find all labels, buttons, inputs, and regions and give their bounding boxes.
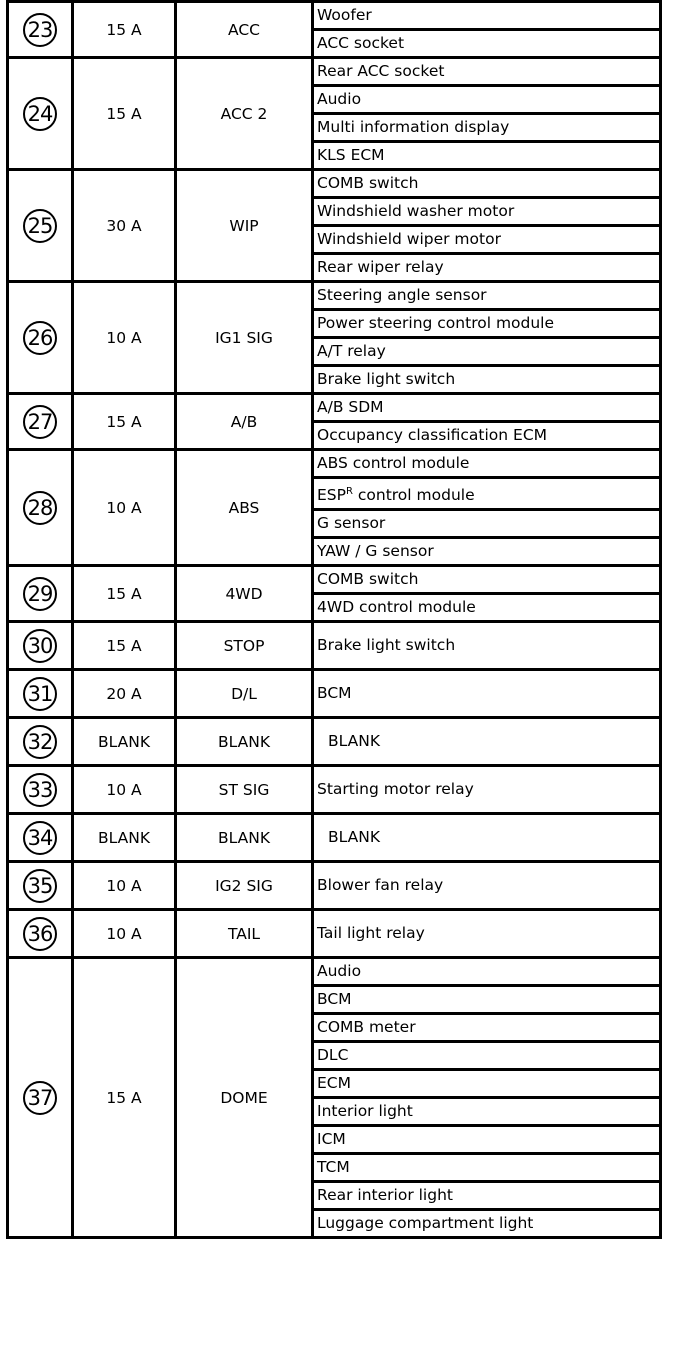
fuse-circuit-name: STOP (176, 622, 313, 670)
protected-component: Windshield wiper motor (313, 226, 661, 254)
fuse-number: 32 (23, 725, 57, 759)
fuse-amperage: 15 A (73, 958, 176, 1238)
protected-component: Starting motor relay (313, 766, 661, 814)
fuse-number: 26 (23, 321, 57, 355)
component-text: ESP (317, 486, 346, 505)
fuse-number: 33 (23, 773, 57, 807)
fuse-circuit-name: A/B (176, 394, 313, 450)
fuse-row (8, 622, 661, 670)
fuse-circuit-name: D/L (176, 670, 313, 718)
fuse-row (8, 766, 661, 814)
fuse-number: 24 (23, 97, 57, 131)
protected-component: COMB meter (313, 1014, 661, 1042)
protected-component: Audio (313, 86, 661, 114)
protected-component: COMB switch (313, 566, 661, 594)
fuse-circuit-name: BLANK (176, 718, 313, 766)
protected-component: Steering angle sensor (313, 282, 661, 310)
fuse-amperage: 30 A (73, 170, 176, 282)
fuse-number-cell (8, 766, 73, 814)
protected-component: DLC (313, 1042, 661, 1070)
fuse-number-cell (8, 958, 73, 1238)
fuse-number: 23 (23, 13, 57, 47)
fuse-amperage: 15 A (73, 394, 176, 450)
fuse-row (8, 566, 661, 594)
fuse-number-cell (8, 282, 73, 394)
fuse-amperage: 10 A (73, 450, 176, 566)
fuse-circuit-name: TAIL (176, 910, 313, 958)
fuse-number: 28 (23, 491, 57, 525)
fuse-amperage: 10 A (73, 862, 176, 910)
protected-component: Woofer (313, 2, 661, 30)
fuse-number: 35 (23, 869, 57, 903)
fuse-circuit-name: WIP (176, 170, 313, 282)
fuse-amperage: 15 A (73, 566, 176, 622)
protected-component: YAW / G sensor (313, 538, 661, 566)
protected-component: TCM (313, 1154, 661, 1182)
fuse-amperage: 15 A (73, 2, 176, 58)
protected-component: Audio (313, 958, 661, 986)
protected-component: KLS ECM (313, 142, 661, 170)
fuse-circuit-name: ST SIG (176, 766, 313, 814)
fuse-row (8, 958, 661, 986)
protected-component: COMB switch (313, 170, 661, 198)
fuse-row (8, 910, 661, 958)
fuse-amperage: 15 A (73, 622, 176, 670)
fuse-number: 25 (23, 209, 57, 243)
protected-component: G sensor (313, 510, 661, 538)
registered-superscript: R (345, 486, 353, 497)
fuse-number-cell (8, 670, 73, 718)
fuse-circuit-name: IG1 SIG (176, 282, 313, 394)
fuse-circuit-name: ACC 2 (176, 58, 313, 170)
fuse-number-cell (8, 622, 73, 670)
fuse-number-cell (8, 814, 73, 862)
protected-component: Tail light relay (313, 910, 661, 958)
fuse-circuit-name: ABS (176, 450, 313, 566)
fuse-circuit-name: DOME (176, 958, 313, 1238)
fuse-number-cell (8, 718, 73, 766)
protected-component (313, 478, 661, 510)
protected-component: Rear wiper relay (313, 254, 661, 282)
fuse-number-cell (8, 862, 73, 910)
fuse-circuit-name: IG2 SIG (176, 862, 313, 910)
fuse-amperage: 10 A (73, 910, 176, 958)
fuse-row (8, 670, 661, 718)
protected-component: Blower fan relay (313, 862, 661, 910)
fuse-amperage: BLANK (73, 718, 176, 766)
fuse-amperage: 20 A (73, 670, 176, 718)
protected-component: Rear ACC socket (313, 58, 661, 86)
fuse-amperage: 15 A (73, 58, 176, 170)
fuse-row (8, 394, 661, 422)
fuse-number-cell (8, 394, 73, 450)
fuse-table (6, 0, 662, 1239)
fuse-number-cell (8, 450, 73, 566)
protected-component: ABS control module (313, 450, 661, 478)
protected-component: Occupancy classification ECM (313, 422, 661, 450)
fuse-number: 37 (23, 1081, 57, 1115)
fuse-number-cell (8, 58, 73, 170)
fuse-circuit-name: BLANK (176, 814, 313, 862)
fuse-number: 30 (23, 629, 57, 663)
fuse-number-cell (8, 910, 73, 958)
fuse-circuit-name: ACC (176, 2, 313, 58)
protected-component: Windshield washer motor (313, 198, 661, 226)
fuse-row (8, 170, 661, 198)
fuse-number: 31 (23, 677, 57, 711)
fuse-row (8, 450, 661, 478)
fuse-amperage: BLANK (73, 814, 176, 862)
protected-component: Interior light (313, 1098, 661, 1126)
protected-component: ECM (313, 1070, 661, 1098)
protected-component: A/T relay (313, 338, 661, 366)
protected-component: BCM (313, 986, 661, 1014)
protected-component: BCM (313, 670, 661, 718)
protected-component: Multi information display (313, 114, 661, 142)
protected-component: BLANK (313, 718, 661, 766)
fuse-number: 29 (23, 577, 57, 611)
protected-component: ICM (313, 1126, 661, 1154)
protected-component: ACC socket (313, 30, 661, 58)
fuse-number: 36 (23, 917, 57, 951)
protected-component: Power steering control module (313, 310, 661, 338)
fuse-number-cell (8, 2, 73, 58)
fuse-number: 27 (23, 405, 57, 439)
fuse-row (8, 58, 661, 86)
component-text: control module (352, 486, 475, 505)
fuse-amperage: 10 A (73, 282, 176, 394)
protected-component: BLANK (313, 814, 661, 862)
fuse-row (8, 282, 661, 310)
protected-component: Rear interior light (313, 1182, 661, 1210)
fuse-number-cell (8, 566, 73, 622)
fuse-circuit-name: 4WD (176, 566, 313, 622)
fuse-amperage: 10 A (73, 766, 176, 814)
protected-component: Brake light switch (313, 366, 661, 394)
fuse-row (8, 862, 661, 910)
protected-component: A/B SDM (313, 394, 661, 422)
fuse-number: 34 (23, 821, 57, 855)
fuse-row (8, 718, 661, 766)
fuse-number-cell (8, 170, 73, 282)
fuse-row (8, 2, 661, 30)
fuse-row (8, 814, 661, 862)
protected-component: 4WD control module (313, 594, 661, 622)
protected-component: Luggage compartment light (313, 1210, 661, 1238)
protected-component: Brake light switch (313, 622, 661, 670)
